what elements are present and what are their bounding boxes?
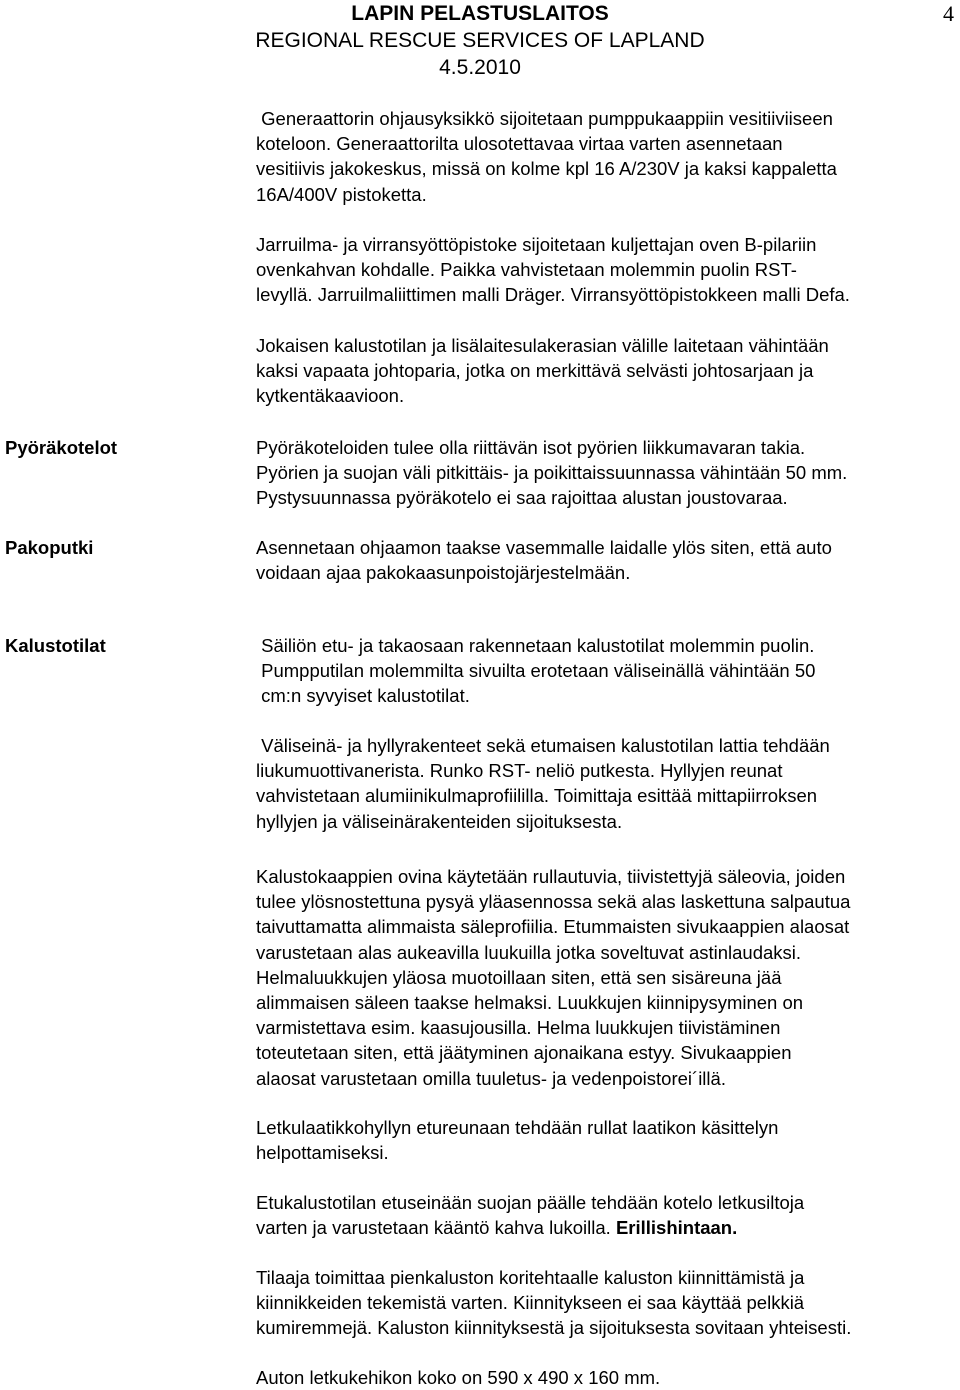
- text-line: kumiremmejä. Kaluston kiinnityksestä ja sijoituksesta sovitaan yhteisesti.: [256, 1317, 852, 1339]
- text-line: alaosat varustetaan omilla tuuletus- ja vedenpoistorei´illä.: [256, 1067, 726, 1089]
- text-line: Asennetaan ohjaamon taakse vasemmalle laidalle ylös siten, että auto: [256, 537, 832, 558]
- text-line: hyllyjen ja väliseinärakenteiden sijoituksesta.: [256, 810, 623, 832]
- text-line: varmistettava esim. kaasujousilla. Helma luukkujen tiivistäminen: [256, 1017, 781, 1039]
- section-label-wheel-housings: Pyöräkotelot: [5, 437, 118, 458]
- text-line: Pyöräkoteloiden tulee olla riittävän isot pyörien liikkumavaran takia.: [256, 437, 806, 458]
- generator-paragraph: [256, 106, 956, 207]
- cable-pairs-paragraph: [256, 333, 956, 409]
- text-line: varustetaan alas aukeavilla luukuilla jotka soveltuvat astinlaudaksi.: [256, 941, 802, 963]
- brake-air-paragraph: [256, 232, 956, 308]
- text-line: Jokaisen kalustotilan ja lisälaitesulakerasian välille laitetaan vähintään: [256, 335, 829, 356]
- text-line: tulee ylösnostettuna pysyä yläasennossa sekä alas laskettuna salpautua: [256, 891, 851, 913]
- compartments-paragraph-3: [256, 864, 956, 1091]
- text-line: Helmaluukkujen yläosa muotoillaan siten, että sen sisäreuna jää: [256, 966, 782, 988]
- text-line: vesitiivis jakokeskus, missä on kolme kpl 16 A/230V ja kaksi kappaletta: [256, 158, 837, 180]
- text-line: Väliseinä- ja hyllyrakenteet sekä etumaisen kalustotilan lattia tehdään: [256, 735, 830, 756]
- compartments-paragraph-6: [256, 1265, 956, 1341]
- text-line: helpottamiseksi.: [256, 1142, 389, 1164]
- text-line: cm:n syvyiset kalustotilat.: [256, 685, 470, 707]
- text-line: Kalustokaappien ovina käytetään rullautuvia, tiivistettyjä säleovia, joiden: [256, 866, 846, 887]
- section-label-exhaust: Pakoputki: [5, 537, 94, 558]
- document-date: 4.5.2010: [439, 56, 521, 79]
- text-line: kaksi vapaata johtoparia, jotka on merkittävä selvästi johtosarjaan ja: [256, 360, 814, 382]
- text-line: taivuttamatta alimmaista säleprofiilia. Etummaisten sivukaappien alaosat: [256, 916, 850, 938]
- text-line: Säiliön etu- ja takaosaan rakennetaan kalustotilat molemmin puolin.: [256, 635, 815, 656]
- text-line: kiinnikkeiden tekemistä varten. Kiinnitykseen ei saa käyttää pelkkiä: [256, 1292, 805, 1314]
- organization-name-en: REGIONAL RESCUE SERVICES OF LAPLAND: [255, 29, 705, 52]
- compartments-paragraph-1: [256, 633, 956, 709]
- text-line: voidaan ajaa pakokaasunpoistojärjestelmään.: [256, 562, 631, 584]
- text-line: liukumuottivanerista. Runko RST- neliö putkesta. Hyllyjen reunat: [256, 760, 783, 782]
- text-line: Pyörien ja suojan väli pitkittäis- ja poikittaissuunnassa vähintään 50 mm.: [256, 462, 848, 484]
- text-line: Auton letkukehikon koko on 590 x 490 x 160 mm.: [256, 1367, 661, 1388]
- text-line: Pumpputilan molemmilta sivuilta erotetaan väliseinällä vähintään 50: [256, 660, 816, 682]
- compartments-paragraph-2: [256, 733, 956, 834]
- compartments-paragraph-5: [256, 1190, 956, 1240]
- text-line: ovenkahvan kohdalle. Paikka vahvistetaan molemmin puolin RST-: [256, 259, 797, 281]
- text-line: levyllä. Jarruilmaliittimen malli Dräger. Virransyöttöpistokkeen malli Defa.: [256, 284, 850, 306]
- text-line: kytkentäkaavioon.: [256, 385, 405, 407]
- text-line: vahvistetaan alumiinikulmaprofiililla. Toimittaja esittää mittapiirroksen: [256, 785, 818, 807]
- text-line: Letkulaatikkohyllyn etureunaan tehdään rullat laatikon käsittelyn: [256, 1117, 779, 1138]
- text-line: toteutetaan siten, että jäätyminen ajonaikana estyy. Sivukaappien: [256, 1042, 792, 1064]
- text-line: [256, 1215, 956, 1240]
- text-line: Pystysuunnassa pyöräkotelo ei saa rajoittaa alustan joustovaraa.: [256, 487, 788, 509]
- exhaust-paragraph: [256, 535, 956, 585]
- text-line: Generaattorin ohjausyksikkö sijoitetaan pumppukaappiin vesitiiviiseen: [256, 108, 833, 129]
- compartments-paragraph-4: [256, 1115, 956, 1165]
- extra-cost-note: Erillishintaan.: [615, 1217, 738, 1239]
- text-line: Tilaaja toimittaa pienkaluston koritehtaalle kaluston kiinnittämistä ja: [256, 1267, 805, 1288]
- organization-name-fi: LAPIN PELASTUSLAITOS: [351, 2, 609, 25]
- text-line: koteloon. Generaattorilta ulosotettavaa virtaa varten asennetaan: [256, 133, 783, 155]
- text-segment: varten ja varustetaan kääntö kahva lukoilla.: [256, 1217, 616, 1239]
- text-line: 16A/400V pistoketta.: [256, 183, 427, 205]
- document-header: [0, 0, 960, 81]
- wheel-housings-paragraph: [256, 435, 956, 511]
- section-label-compartments: Kalustotilat: [5, 635, 106, 656]
- text-line: Etukalustotilan etuseinään suojan päälle tehdään kotelo letkusiltoja: [256, 1192, 805, 1213]
- text-line: Jarruilma- ja virransyöttöpistoke sijoitetaan kuljettajan oven B-pilariin: [256, 234, 817, 255]
- text-line: alimmaisen säleen taakse helmaksi. Luukkujen kiinnipysyminen on: [256, 992, 804, 1014]
- page-number: 4: [943, 1, 954, 26]
- compartments-paragraph-7: [256, 1365, 956, 1390]
